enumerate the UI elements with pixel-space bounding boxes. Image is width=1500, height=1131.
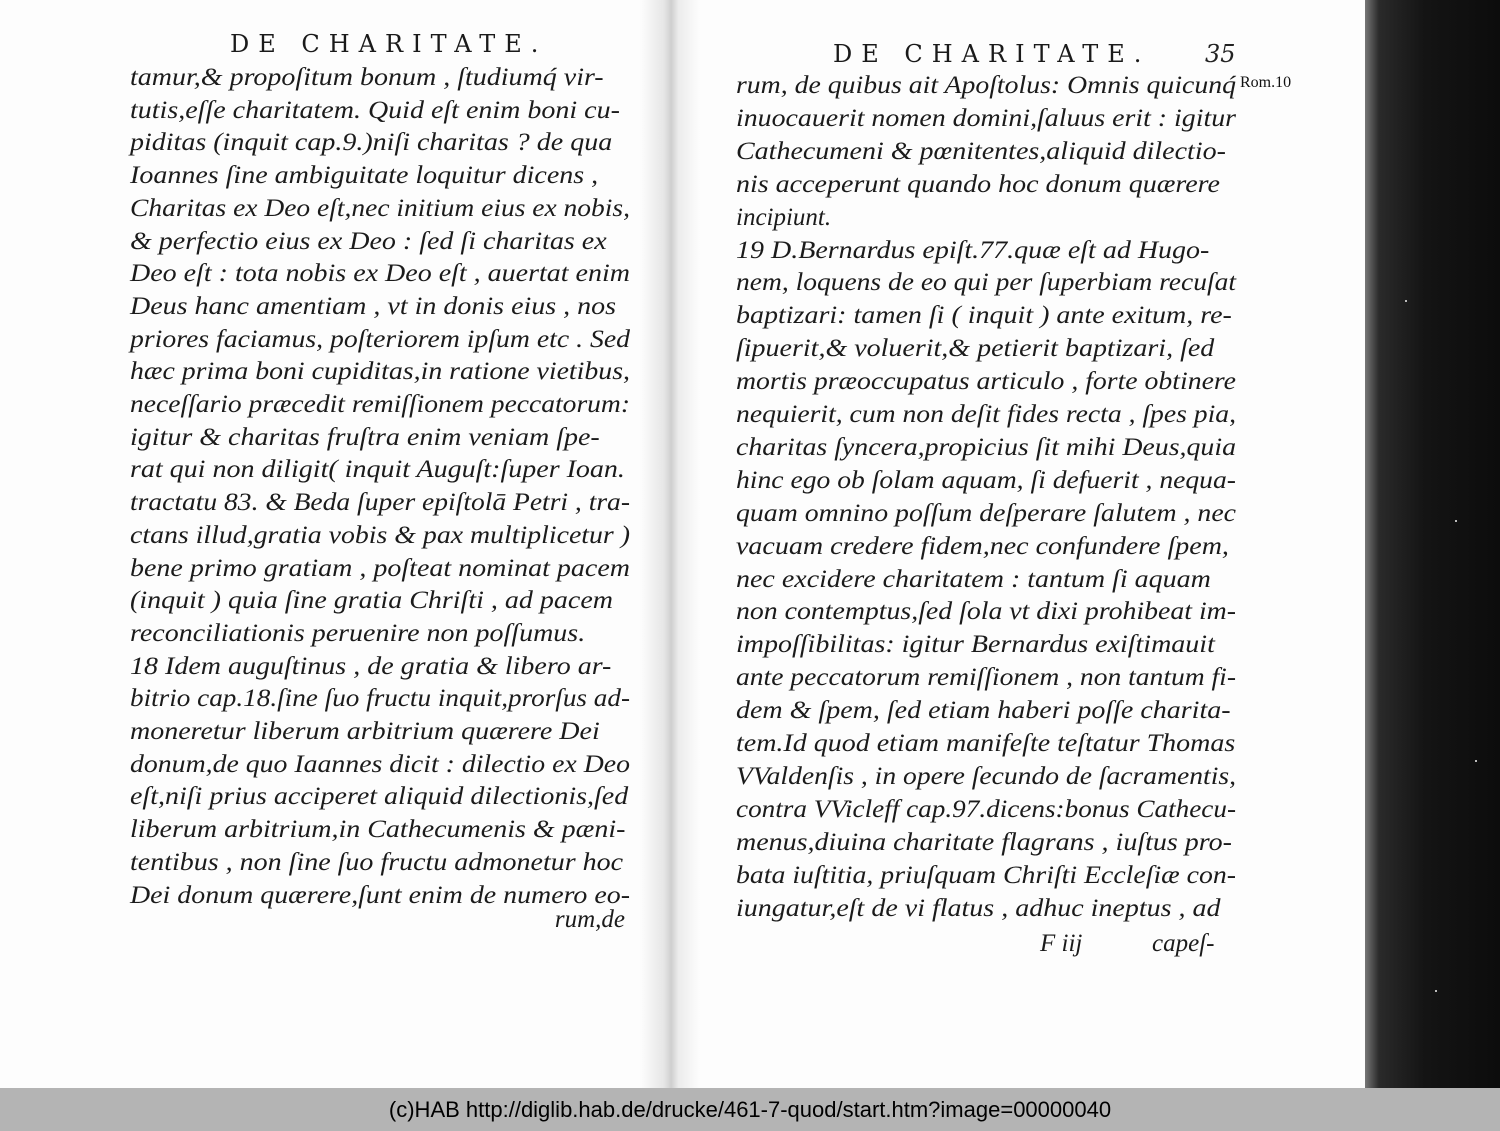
right-page-line: ſipuerit,& voluerit,& petierit baptizari, ſed xyxy=(736,335,1215,363)
right-page-line: quam omnino poſſum deſperare ſalutem , nec xyxy=(736,499,1236,527)
right-page-line: inuocauerit nomen domini,ſaluus erit : igitur xyxy=(736,104,1236,132)
margin-note: Rom.10 xyxy=(1240,74,1292,91)
left-page-line: piditas (inquit cap.9.)niſi charitas ? de qua xyxy=(130,129,613,157)
left-page-line: tractatu 83. & Beda ſuper epiſtolā Petri , tra- xyxy=(130,489,630,517)
right-page-line: bata iuſtitia, priuſquam Chriſti Eccleſiæ con- xyxy=(736,861,1236,889)
book-gutter xyxy=(640,0,700,1088)
right-running-header: DE CHARITATE. xyxy=(833,40,1151,68)
right-page xyxy=(700,0,1365,1088)
left-page-line: ctans illud,gratia vobis & pax multiplicetur ) xyxy=(130,521,630,549)
left-page-line: liberum arbitrium,in Cathecumenis & pæni- xyxy=(130,816,626,844)
right-page-line: contra VVicleff cap.97.dicens:bonus Cathecu- xyxy=(736,795,1236,823)
left-page-line: tentibus , non ſine ſuo fructu admonetur hoc xyxy=(130,848,624,876)
right-page-line: ante peccatorum remiſſionem , non tantum fi- xyxy=(736,664,1236,692)
left-page-line: priores faciamus, poſteriorem ipſum etc . Sed xyxy=(130,325,630,353)
left-page-line: & perfectio eius ex Deo : ſed ſi charitas ex xyxy=(130,227,607,255)
left-page-line: bene primo gratiam , poſteat nominat pacem xyxy=(130,554,630,582)
right-page-line: iungatur,eſt de vi flatus , adhuc ineptus , ad xyxy=(736,894,1221,922)
right-page-line: dem & ſpem, ſed etiam haberi poſſe charita- xyxy=(736,697,1231,725)
right-page-line: baptizari: tamen ſi ( inquit ) ante exitum, re- xyxy=(736,302,1232,330)
right-page-line: rum, de quibus ait Apoſtolus: Omnis quicunq́ xyxy=(736,72,1236,99)
left-page-line: moneretur liberum arbitrium quærere Dei xyxy=(130,718,600,745)
right-page-line: non contemptus,ſed ſola vt dixi prohibeat im- xyxy=(736,598,1236,626)
left-page-line: (inquit ) quia ſine gratia Chriſti , ad pacem xyxy=(130,587,613,615)
right-page-line: impoſſibilitas: igitur Bernardus exiſtimauit xyxy=(736,631,1215,659)
scanner-background-edge xyxy=(1365,0,1500,1088)
right-page-line: tem.Id quod etiam manifeſte teſtatur Thomas xyxy=(736,730,1236,757)
left-running-header: DE CHARITATE. xyxy=(230,30,548,58)
page-number: 35 xyxy=(1205,40,1236,68)
right-page-line: hinc ego ob ſolam aquam, ſi defuerit , nequa- xyxy=(736,466,1236,494)
left-page-line: Deus hanc amentiam , vt in donis eius , nos xyxy=(130,292,617,320)
right-page-line: 19 D.Bernardus epiſt.77.quæ eſt ad Hugo- xyxy=(736,236,1210,264)
right-page-line: nec excidere charitatem : tantum ſi aquam xyxy=(736,565,1211,593)
left-page-line: Charitas ex Deo eſt,nec initium eius ex nobis, xyxy=(130,194,630,222)
left-page-line: hæc prima boni cupiditas,in ratione vietibus, xyxy=(130,358,630,386)
left-catchword: rum,de xyxy=(554,906,625,933)
copyright-footer: (c)HAB http://diglib.hab.de/drucke/461-7-quod/start.htm?image=00000040 xyxy=(0,1088,1500,1131)
left-page-line: donum,de quo Iaannes dicit : dilectio ex Deo xyxy=(130,750,630,778)
right-page-line: Cathecumeni & pœnitentes,aliquid dilectio- xyxy=(736,137,1226,165)
left-page-line: Ioannes ſine ambiguitate loquitur dicens , xyxy=(130,162,599,190)
right-page-line: incipiunt. xyxy=(736,203,832,231)
right-page-line: vacuam credere fidem,nec confundere ſpem, xyxy=(736,532,1229,560)
left-page-line: tutis,eſſe charitatem. Quid eſt enim boni cu- xyxy=(130,96,620,124)
left-page-line: rat qui non diligit( inquit Auguſt:ſuper Ioan. xyxy=(130,456,625,484)
right-page-line: nis acceperunt quando hoc donum quærere xyxy=(736,170,1220,198)
right-page-line: mortis præoccupatus articulo , forte obtinere xyxy=(736,368,1236,396)
left-page-line: 18 Idem auguſtinus , de gratia & libero ar- xyxy=(130,652,612,680)
right-page-line: nem, loquens de eo qui per ſuperbiam recuſat xyxy=(736,269,1236,297)
right-page-line: menus,diuina charitate flagrans , iuſtus pro- xyxy=(736,828,1232,856)
signature-mark: F iij xyxy=(1040,930,1083,957)
left-page-line: neceſſario præcedit remiſſionem peccatorum: xyxy=(130,391,630,418)
left-page-line: reconciliationis peruenire non poſſumus. xyxy=(130,619,586,647)
right-page-line: nequierit, cum non deſit fides recta , ſpes pia, xyxy=(736,401,1236,428)
left-page-line: Dei donum quærere,ſunt enim de numero eo- xyxy=(130,881,630,909)
left-page-line: Deo eſt : tota nobis ex Deo eſt , auertat enim xyxy=(130,260,630,288)
left-page-line: tamur,& propoſitum bonum , ſtudiumq́ vir- xyxy=(130,64,604,91)
right-page-line: VValdenſis , in opere ſecundo de ſacramentis, xyxy=(736,762,1236,790)
left-page xyxy=(0,0,680,1088)
left-page-line: bitrio cap.18.ſine ſuo fructu inquit,prorſus ad- xyxy=(130,685,630,713)
right-page-line: charitas ſyncera,propicius ſit mihi Deus,quia xyxy=(736,433,1236,461)
right-catchword: capeſ- xyxy=(1152,930,1215,957)
left-page-line: igitur & charitas fruſtra enim veniam ſpe- xyxy=(130,423,600,451)
left-page-line: eſt,niſi prius acciperet aliquid dilectionis,ſed xyxy=(130,783,629,811)
